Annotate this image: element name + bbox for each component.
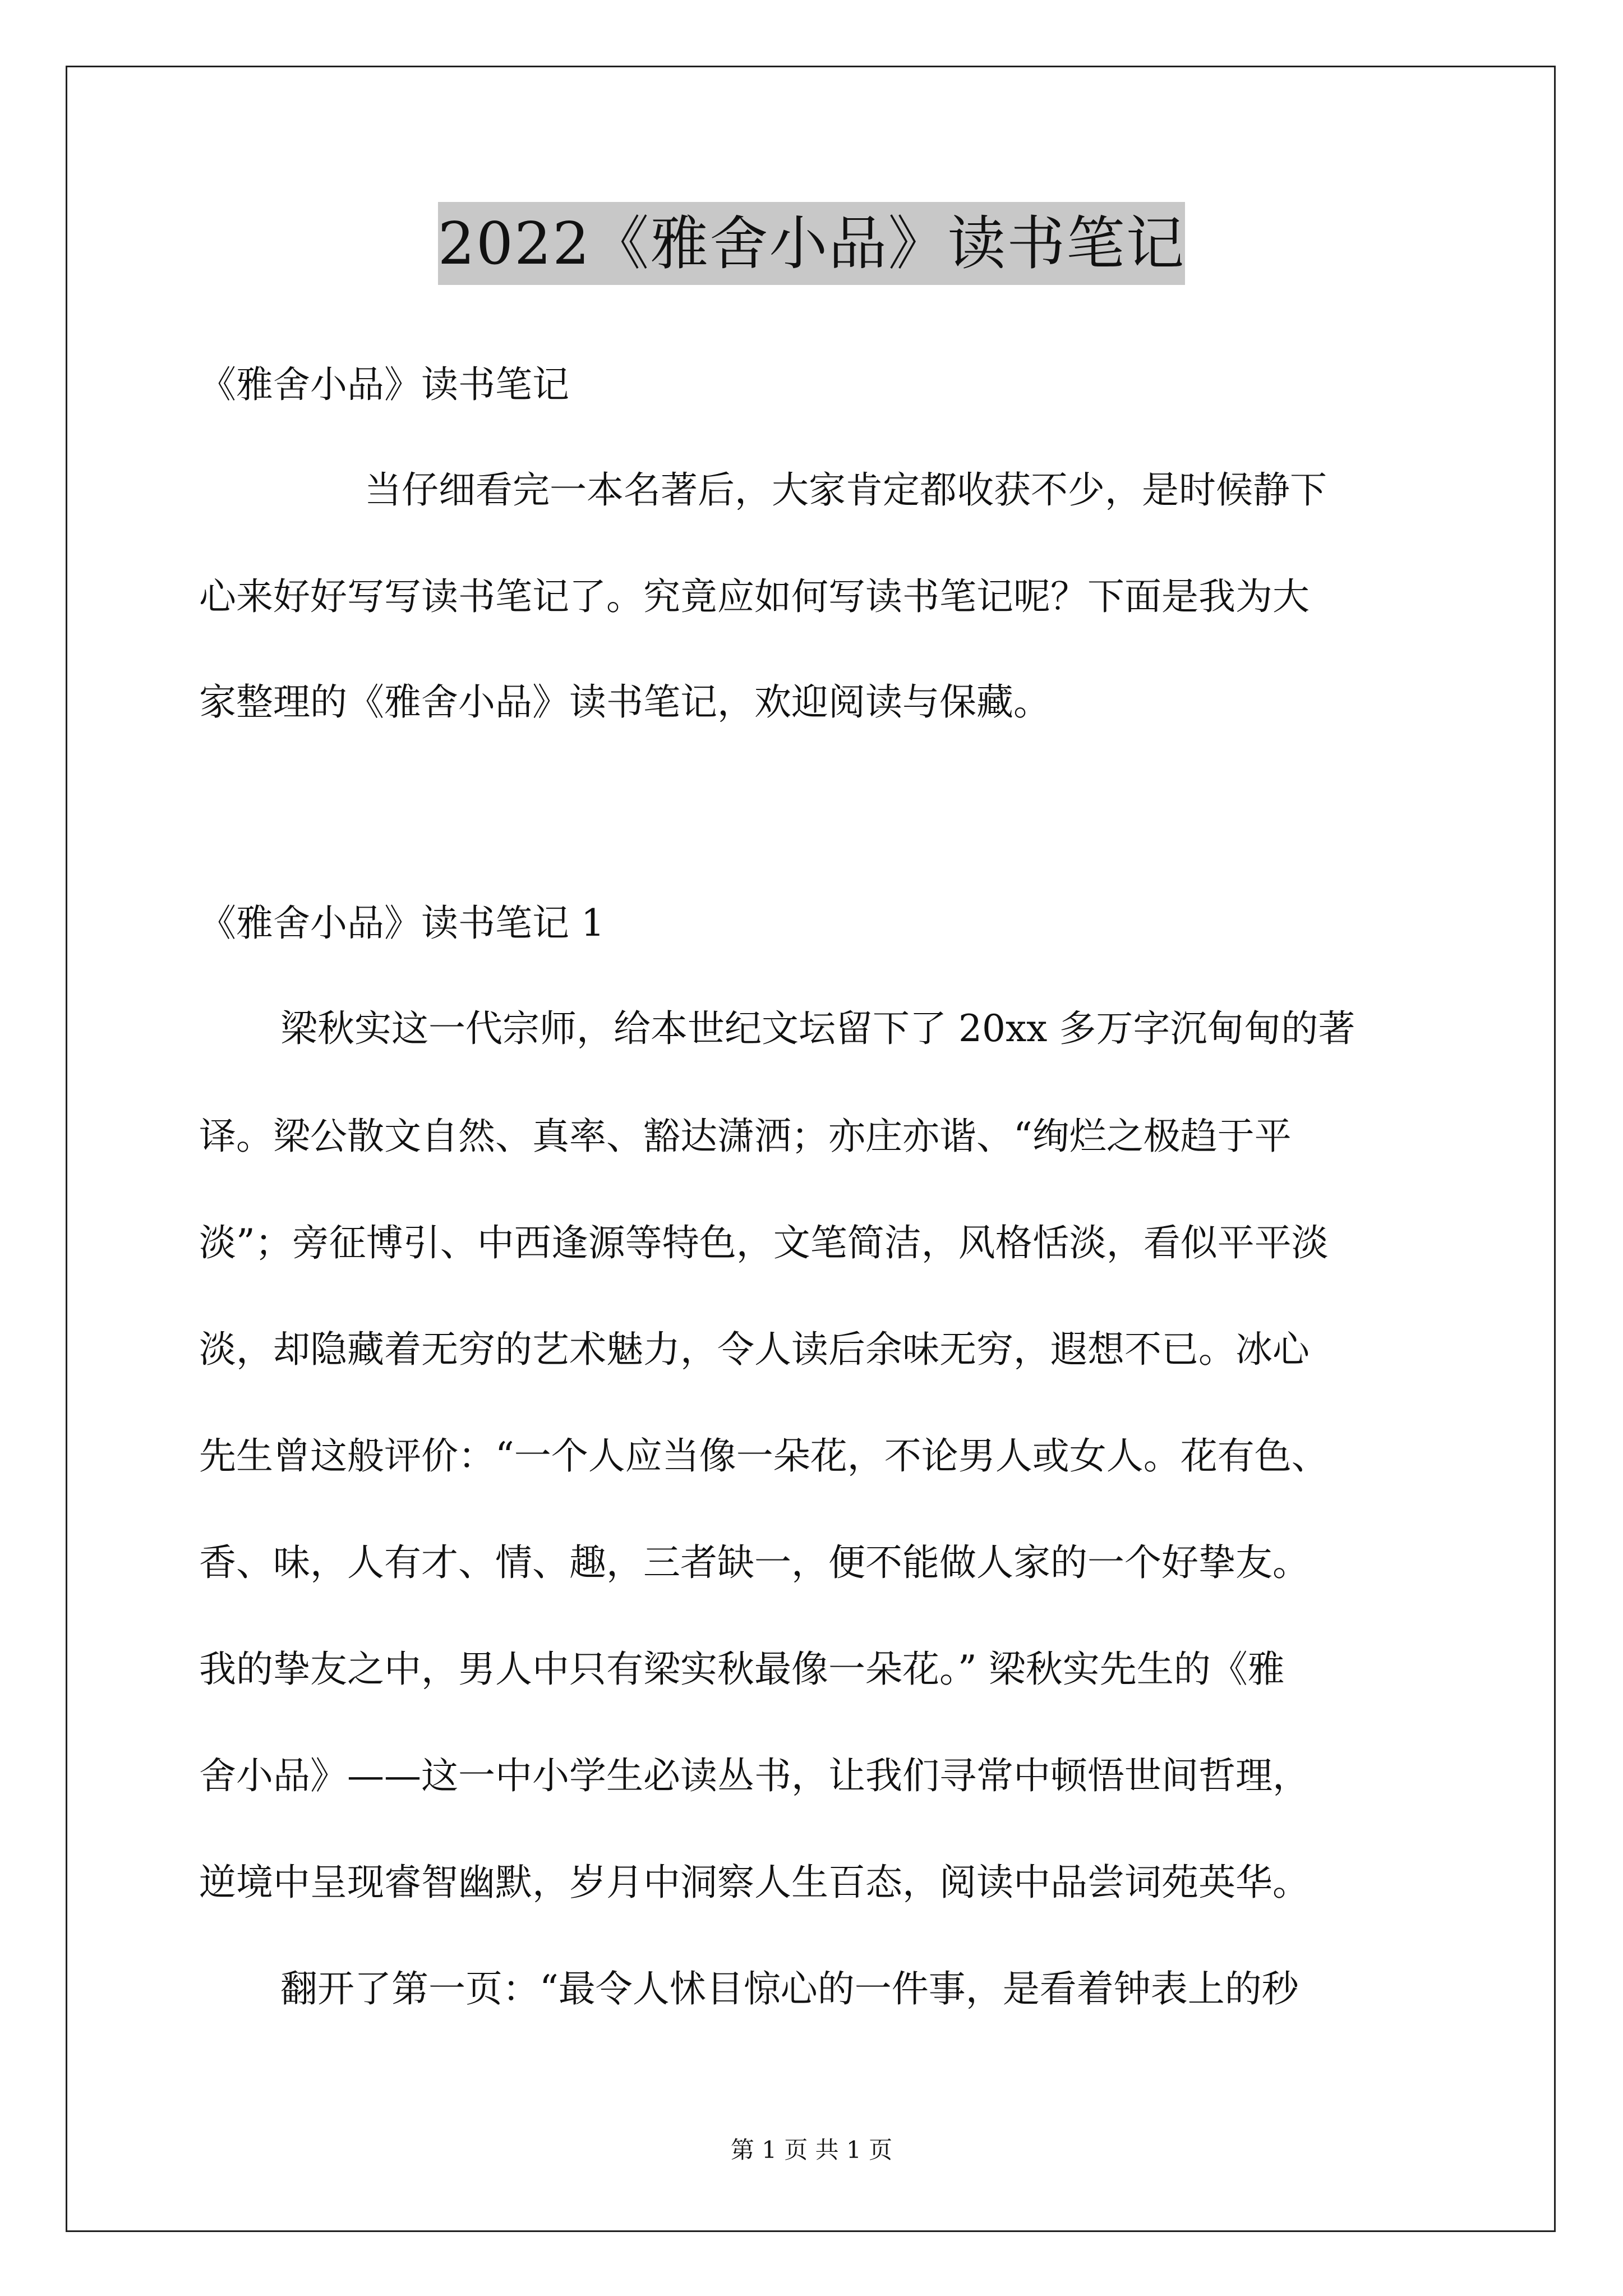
- section-line-9: 逆境中呈现睿智幽默，岁月中洞察人生百态，阅读中品尝词苑英华。: [199, 1861, 1310, 1904]
- section-line-6: 香、味，人有才、情、趣，三者缺一，便不能做人家的一个好挚友。: [199, 1541, 1310, 1584]
- section-line-2: 译。梁公散文自然、真率、豁达潇洒；亦庄亦谐、“绚烂之极趋于平: [199, 1115, 1292, 1158]
- section-line-5: 先生曾这般评价：“一个人应当像一朵花，不论男人或女人。花有色、: [199, 1434, 1329, 1478]
- section-line-10: 翻开了第一页：“最令人怵目惊心的一件事，是看着钟表上的秒: [280, 1967, 1299, 2010]
- intro-line-3: 家整理的《雅舍小品》读书笔记，欢迎阅读与保藏。: [199, 680, 1050, 724]
- intro-line-2: 心来好好写写读书笔记了。究竟应如何写读书笔记呢？下面是我为大: [199, 575, 1310, 618]
- page-footer: 第 1 页 共 1 页: [730, 2136, 893, 2164]
- document-title: 2022《雅舍小品》读书笔记: [438, 202, 1186, 285]
- section-line-3: 淡”；旁征博引、中西逢源等特色，文笔简洁，风格恬淡，看似平平淡: [199, 1221, 1329, 1264]
- section-line-1: 梁秋实这一代宗师，给本世纪文坛留下了 20xx 多万字沉甸甸的著: [280, 1007, 1355, 1050]
- title-container: [0, 202, 1623, 285]
- section-heading: 《雅舍小品》读书笔记 1: [199, 901, 605, 945]
- subheading: 《雅舍小品》读书笔记: [199, 363, 569, 406]
- section-line-8: 舍小品》——这一中小学生必读丛书，让我们寻常中顿悟世间哲理，: [199, 1754, 1310, 1797]
- section-line-4: 淡，却隐藏着无穷的艺术魅力，令人读后余味无穷，遐想不已。冰心: [199, 1328, 1310, 1371]
- section-line-7: 我的挚友之中，男人中只有梁实秋最像一朵花。” 梁秋实先生的《雅: [199, 1648, 1285, 1691]
- intro-line-1: 当仔细看完一本名著后，大家肯定都收获不少，是时候静下: [365, 468, 1327, 512]
